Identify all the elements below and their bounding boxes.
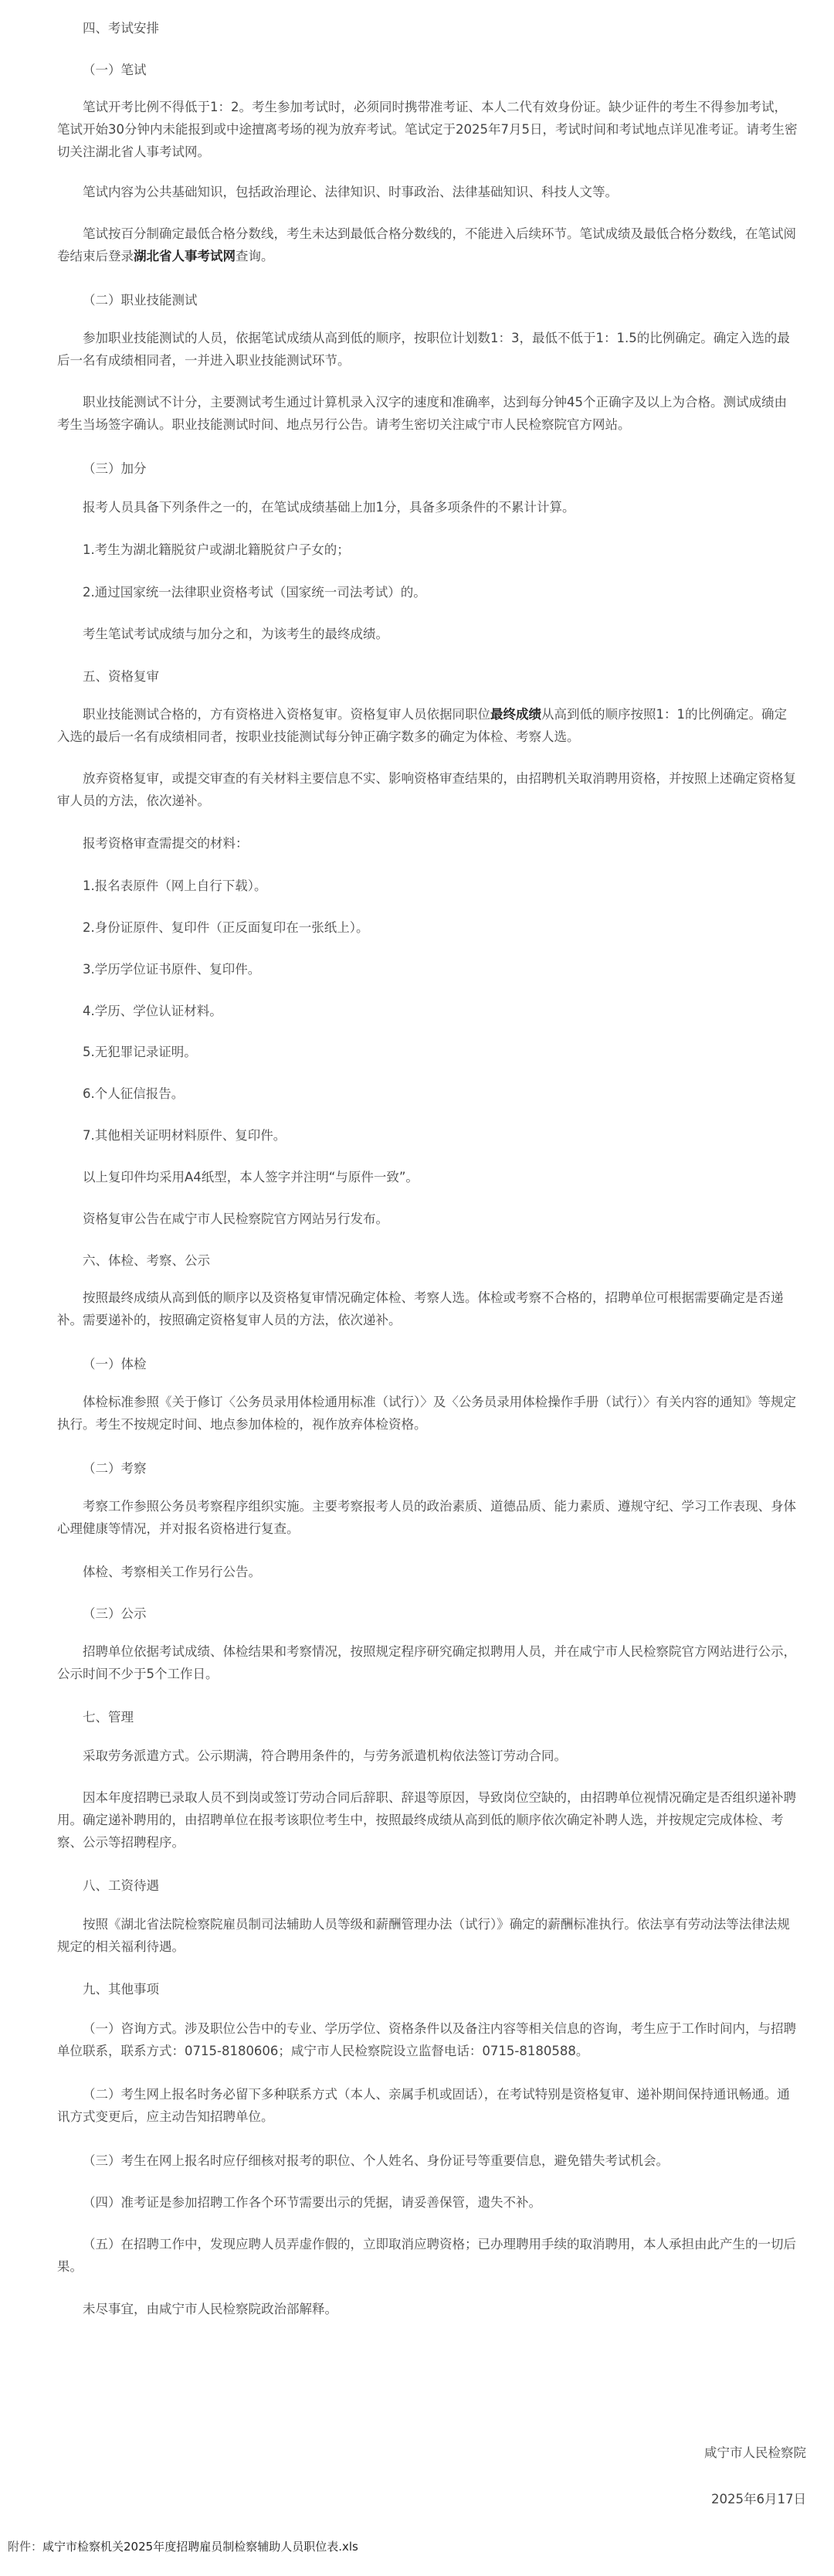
paragraph-text: （一）笔试 bbox=[83, 63, 147, 77]
paragraph-text: （二）考生网上报名时务必留下多种联系方式（本人、亲属手机或固话），在考试特别是资格复审、递补期间保持通讯畅通。通讯方式变更后，应主动告知招聘单位。 bbox=[57, 2087, 790, 2124]
paragraph-33 bbox=[57, 1561, 798, 1583]
paragraph-45 bbox=[57, 2191, 798, 2214]
paragraph-text-tail: 从高到低的顺序按照1：1的比例确定。确定入选的最后一名有成绩相同者，按职业技能测试每分钟正确字数多的确定为体检、考察人选。 bbox=[57, 707, 787, 744]
paragraph-34 bbox=[57, 1602, 798, 1625]
paragraph-text: （三）公示 bbox=[83, 1606, 147, 1621]
paragraph-text: 报考人员具备下列条件之一的，在笔试成绩基础上加1分，具备多项条件的不累计计算。 bbox=[83, 500, 575, 515]
paragraph-42 bbox=[57, 2017, 798, 2062]
paragraph-text: 体检、考察相关工作另行公告。 bbox=[83, 1565, 261, 1579]
signature-org: 咸宁市人民检察院 bbox=[704, 2445, 806, 2460]
paragraph-text: 6.个人征信报告。 bbox=[83, 1086, 185, 1101]
paragraph-text: 1.报名表原件（网上自行下载）。 bbox=[83, 878, 267, 893]
paragraph-22 bbox=[57, 1041, 798, 1063]
paragraph-text: （二）职业技能测试 bbox=[83, 293, 198, 308]
paragraph-text: 职业技能测试不计分，主要测试考生通过计算机录入汉字的速度和准确率，达到每分钟45个正确字及以上为合格。测试成绩由考生当场签字确认。职业技能测试时间、地点另行公告。请考生密切关注咸宁市人民检察院官方网站。 bbox=[57, 395, 787, 432]
paragraph-11 bbox=[57, 539, 798, 561]
paragraph-text: 八、工资待遇 bbox=[83, 1878, 159, 1893]
paragraph-text: 按照《湖北省法院检察院雇员制司法辅助人员等级和薪酬管理办法（试行）》确定的薪酬标准执行。依法享有劳动法等法律法规规定的相关福利待遇。 bbox=[57, 1917, 790, 1954]
paragraph-text: 笔试按百分制确定最低合格分数线，考生未达到最低合格分数线的，不能进入后续环节。笔试成绩及最低合格分数线，在笔试阅卷结束后登录 bbox=[57, 226, 796, 263]
paragraph-40 bbox=[57, 1913, 798, 1958]
paragraph-text-tail: 查询。 bbox=[236, 249, 274, 263]
paragraph-4 bbox=[57, 181, 798, 203]
paragraph-29 bbox=[57, 1353, 798, 1375]
paragraph-text: 采取劳务派遣方式。公示期满，符合聘用条件的，与劳务派遣机构依法签订劳动合同。 bbox=[83, 1748, 567, 1763]
paragraph-19 bbox=[57, 916, 798, 939]
paragraph-text: 考察工作参照公务员考察程序组织实施。主要考察报考人员的政治素质、道德品质、能力素质、遵规守纪、学习工作表现、身体心理健康等情况，并对报名资格进行复查。 bbox=[57, 1499, 796, 1536]
paragraph-text: 参加职业技能测试的人员，依据笔试成绩从高到低的顺序，按职位计划数1：3，最低不低于1：1.5的比例确定。确定入选的最后一名有成绩相同者，一并进入职业技能测试环节。 bbox=[57, 331, 790, 368]
paragraph-text: 3.学历学位证书原件、复印件。 bbox=[83, 962, 261, 977]
paragraph-26 bbox=[57, 1208, 798, 1230]
attachment-label: 附件： bbox=[8, 2540, 43, 2554]
paragraph-37 bbox=[57, 1745, 798, 1767]
paragraph-text: 七、管理 bbox=[83, 1710, 134, 1725]
paragraph-28 bbox=[57, 1286, 798, 1331]
paragraph-text: 1.考生为湖北籍脱贫户或湖北籍脱贫户子女的； bbox=[83, 542, 350, 557]
paragraph-31 bbox=[57, 1457, 798, 1480]
paragraph-text: 笔试开考比例不得低于1：2。考生参加考试时，必须同时携带准考证、本人二代有效身份证。缺少证件的考生不得参加考试，笔试开始30分钟内未能报到或中途擅离考场的视为放弃考试。笔试定于2025年7月5日，考试时间和考试地点详见准考证。请考生密切关注湖北省人事考试网。 bbox=[57, 100, 798, 159]
signature-date: 2025年6月17日 bbox=[711, 2492, 806, 2506]
paragraph-15 bbox=[57, 703, 798, 748]
paragraph-6 bbox=[57, 289, 798, 311]
paragraph-35 bbox=[57, 1640, 798, 1685]
paragraph-text: 体检标准参照《关于修订〈公务员录用体检通用标准（试行）〉及〈公务员录用体检操作手册（试行）〉有关内容的通知》等规定执行。考生不按规定时间、地点参加体检的，视作放弃体检资格。 bbox=[57, 1395, 796, 1432]
paragraph-14 bbox=[57, 665, 798, 688]
bold-text: 最终成绩 bbox=[490, 707, 541, 722]
paragraph-text: 四、考试安排 bbox=[83, 21, 159, 36]
paragraph-text: 六、体检、考察、公示 bbox=[83, 1253, 210, 1268]
paragraph-text: （四）准考证是参加招聘工作各个环节需要出示的凭据，请妥善保管，遗失不补。 bbox=[83, 2195, 541, 2210]
paragraph-1 bbox=[57, 17, 798, 39]
bold-text: 湖北省人事考试网 bbox=[134, 249, 236, 263]
paragraph-27 bbox=[57, 1249, 798, 1272]
paragraph-text: 九、其他事项 bbox=[83, 1982, 159, 1997]
paragraph-7 bbox=[57, 327, 798, 372]
paragraph-text: （二）考察 bbox=[83, 1461, 147, 1476]
paragraph-36 bbox=[57, 1706, 798, 1728]
paragraph-32 bbox=[57, 1495, 798, 1540]
paragraph-30 bbox=[57, 1391, 798, 1436]
paragraph-text: （三）加分 bbox=[83, 461, 147, 476]
paragraph-text: 4.学历、学位认证材料。 bbox=[83, 1004, 222, 1018]
paragraph-12 bbox=[57, 581, 798, 603]
paragraph-39 bbox=[57, 1874, 798, 1897]
paragraph-2 bbox=[57, 59, 798, 81]
paragraph-25 bbox=[57, 1166, 798, 1188]
paragraph-20 bbox=[57, 958, 798, 980]
paragraph-text: （一）体检 bbox=[83, 1357, 147, 1371]
paragraph-24 bbox=[57, 1124, 798, 1147]
paragraph-text: 职业技能测试合格的，方有资格进入资格复审。资格复审人员依据同职位 bbox=[83, 707, 490, 722]
paragraph-text: 报考资格审查需提交的材料： bbox=[83, 836, 249, 851]
paragraph-text: （一）咨询方式。涉及职位公告中的专业、学历学位、资格条件以及备注内容等相关信息的咨询，考生应于工作时间内，与招聘单位联系，联系方式：0715-8180606；咸宁市人民检察院设立监督电话：0715-8180588。 bbox=[57, 2021, 796, 2058]
paragraph-8 bbox=[57, 391, 798, 436]
paragraph-38 bbox=[57, 1786, 798, 1854]
paragraph-text: 放弃资格复审，或提交审查的有关材料主要信息不实、影响资格审查结果的，由招聘机关取消聘用资格，并按照上述确定资格复审人员的方法，依次递补。 bbox=[57, 771, 796, 808]
paragraph-43 bbox=[57, 2083, 798, 2128]
paragraph-23 bbox=[57, 1082, 798, 1105]
paragraph-text: 2.身份证原件、复印件（正反面复印在一张纸上）。 bbox=[83, 920, 369, 935]
paragraph-44 bbox=[57, 2149, 798, 2172]
paragraph-3 bbox=[57, 96, 798, 163]
paragraph-text: 以上复印件均采用A4纸型，本人签字并注明“与原件一致”。 bbox=[83, 1170, 419, 1184]
paragraph-text: 资格复审公告在咸宁市人民检察院官方网站另行发布。 bbox=[83, 1212, 388, 1226]
paragraph-47 bbox=[57, 2298, 798, 2320]
paragraph-text: 笔试内容为公共基础知识，包括政治理论、法律知识、时事政治、法律基础知识、科技人文等。 bbox=[83, 185, 618, 199]
paragraph-18 bbox=[57, 875, 798, 897]
attachment-link[interactable]: 咸宁市检察机关2025年度招聘雇员制检察辅助人员职位表.xls bbox=[42, 2540, 358, 2554]
paragraph-46 bbox=[57, 2233, 798, 2278]
attachment-line bbox=[8, 2536, 749, 2558]
paragraph-text: 未尽事宜，由咸宁市人民检察院政治部解释。 bbox=[83, 2302, 337, 2316]
paragraph-17 bbox=[57, 832, 798, 855]
paragraph-text: 7.其他相关证明材料原件、复印件。 bbox=[83, 1128, 286, 1143]
paragraph-text: 因本年度招聘已录取人员不到岗或签订劳动合同后辞职、辞退等原因，导致岗位空缺的，由招聘单位视情况确定是否组织递补聘用。确定递补聘用的，由招聘单位在报考该职位考生中，按照最终成绩从高到低的顺序依次确定补聘人选，并按规定完成体检、考察、公示等招聘程序。 bbox=[57, 1790, 796, 1850]
paragraph-text: 招聘单位依据考试成绩、体检结果和考察情况，按照规定程序研究确定拟聘用人员，并在咸宁市人民检察院官方网站进行公示，公示时间不少于5个工作日。 bbox=[57, 1644, 796, 1681]
paragraph-text: 5.无犯罪记录证明。 bbox=[83, 1045, 197, 1059]
paragraph-text: 考生笔试考试成绩与加分之和，为该考生的最终成绩。 bbox=[83, 627, 388, 641]
paragraph-text: （五）在招聘工作中，发现应聘人员弄虚作假的，立即取消应聘资格；已办理聘用手续的取消聘用，本人承担由此产生的一切后果。 bbox=[57, 2237, 796, 2274]
paragraph-text: 五、资格复审 bbox=[83, 669, 159, 684]
paragraph-10 bbox=[57, 496, 798, 518]
paragraph-13 bbox=[57, 623, 798, 645]
paragraph-21 bbox=[57, 1000, 798, 1022]
paragraph-41 bbox=[57, 1978, 798, 2000]
paragraph-text: 2.通过国家统一法律职业资格考试（国家统一司法考试）的。 bbox=[83, 585, 426, 600]
paragraph-text: （三）考生在网上报名时应仔细核对报考的职位、个人姓名、身份证号等重要信息，避免错失考试机会。 bbox=[83, 2153, 669, 2168]
paragraph-text: 按照最终成绩从高到低的顺序以及资格复审情况确定体检、考察人选。体检或考察不合格的，招聘单位可根据需要确定是否递补。需要递补的，按照确定资格复审人员的方法，依次递补。 bbox=[57, 1290, 784, 1327]
paragraph-5 bbox=[57, 223, 798, 267]
paragraph-9 bbox=[57, 457, 798, 480]
paragraph-16 bbox=[57, 767, 798, 812]
